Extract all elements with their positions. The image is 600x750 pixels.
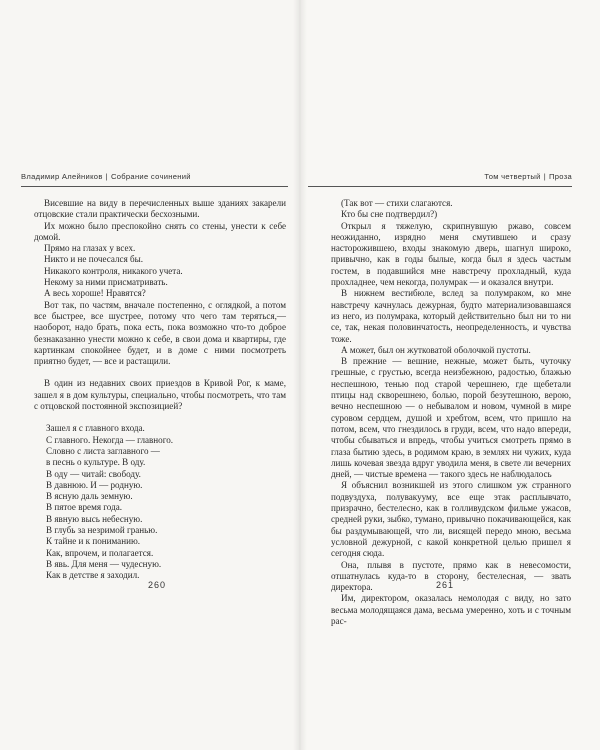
- verse-line: В глубь за незримой гранью.: [46, 525, 158, 536]
- paragraph: В прежние — вешние, нежные, может быть, чуточку грешные, с грустью, всегда неизбежною, радостью, блажью неспешною, тенью под старой черешнею, где щебетали птицы над скворешнею, болью, порой безутешною, верою, вечно неспешною — о небывалом и новом, чумной в мире суровом сердцем, душой и хребтом, всем, что пришло на потом, всем, что гнездилось в груди, всем, что надо впереди, чтобы сбываться и впредь, чтобы учиться смотреть прямо в глаза бытию здесь, в родимом краю, в землях ни чужих, куда лишь кочевая звезда вдруг уводила меня, в свете ли вечерних дней, — чистые времена — такого здесь не наблюдалось: [331, 356, 571, 480]
- verse-line: В ясную даль земную.: [46, 491, 133, 502]
- header-author: Владимир Алейников: [21, 172, 103, 181]
- right-running-header: [308, 172, 572, 187]
- verse-line: Словно с листа заглавного —: [46, 445, 160, 456]
- verse-line: К тайне и к пониманию.: [46, 536, 141, 547]
- spacer: [34, 412, 286, 423]
- header-separator: |: [105, 172, 108, 181]
- right-page-body: [331, 198, 571, 627]
- paragraph: В один из недавних своих приездов в Кривой Рог, к маме, зашел я в дом культуры, специально, чтобы посмотреть, что там с отцовской постоянной экспозицией?: [34, 378, 286, 412]
- verse-line: Зашел я с главного входа.: [46, 423, 145, 434]
- paragraph: Висевшие на виду в перечисленных выше зданиях закарели отцовские стали практически бесхозными.: [34, 198, 286, 220]
- header-title: Собрание сочинений: [110, 172, 191, 181]
- header-section: Проза: [548, 172, 572, 181]
- verse-line: Как, впрочем, и полагается.: [46, 547, 154, 558]
- paragraph: Вот так, по частям, вначале постепенно, с оглядкой, а потом все быстрее, все шустрее, потому что чего там теряться,—наоборот, надо брать, пока есть, пока возможно что-то доброе безнаказанно унести можно к себе, в свои дома и квартиры, где картинкам спокойнее будет, и в доме с ними посмотреть приятно будет, — все и растащили.: [34, 299, 286, 367]
- page-number-right: 261: [435, 580, 455, 590]
- spacer: [34, 367, 286, 378]
- page-number-left: 260: [147, 580, 167, 590]
- paragraph: Никто и не почесался бы.: [44, 254, 144, 265]
- quote-line: (Так вот — стихи слагаются.: [341, 198, 453, 208]
- verse-block: [34, 423, 286, 581]
- paragraph: Открыл я тяжелую, скрипнувшую ржаво, совсем неожиданно, изрядно меня смутившею и сразу насторожившею, входы знакомую дверь, шагнул широко, привычно, как в годы былые, когда был я здесь частым гостем, в подавшийся мне навстречу прохладный, куда прохладнее, чем некогда, полумрак — и оказался внутри.: [331, 220, 571, 288]
- quote-line: Кто бы сне подтвердил?): [341, 209, 438, 220]
- paragraph: Я объяснил возникшей из этого слишком уж странного подвуздуха, полувакууму, все еще этак расплывчато, призрачно, бестелесно, как в голливудском фильме ужасов, средней руки, зыбко, тумано, привычно покачивающейся, как бы раздумывающей, что ли, висящей передо мною, весьма условной дежурной, с какой конкретной целью пришел я сегодня сюда.: [331, 480, 571, 559]
- paragraph: Некому за ними присматривать.: [44, 277, 168, 288]
- verse-line: В пятое время года.: [46, 502, 123, 513]
- left-running-header: [21, 172, 288, 187]
- paragraph: Прямо на глазах у всех.: [44, 243, 136, 254]
- quote-block: [331, 198, 571, 221]
- left-page-body: [34, 198, 286, 582]
- paragraph: Их можно было преспокойно снять со стены, унести к себе домой.: [34, 220, 286, 242]
- header-separator: |: [543, 172, 546, 181]
- right-page: [300, 0, 600, 750]
- header-volume: Том четвертый: [484, 172, 541, 181]
- book-gutter: [293, 0, 307, 750]
- verse-line: Как в детстве я заходил.: [46, 570, 140, 581]
- verse-line: С главного. Некогда — главного.: [46, 434, 174, 445]
- verse-line: в песнь о культуре. В оду.: [46, 457, 146, 468]
- verse-line: В давнюю. И — родную.: [46, 479, 143, 490]
- paragraph: А весь хороше! Нравятся?: [44, 288, 146, 299]
- paragraph: А может, был он жутковатой оболочкой пустоты.: [341, 344, 531, 355]
- verse-line: В оду — читай: свободу.: [46, 468, 141, 479]
- paragraph: Им, директором, оказалась немолодая с виду, но зато весьма молодящаяся дама, весьма умеренно, хоть и с точным рас-: [331, 593, 571, 626]
- paragraph: В нижнем вестибюле, вслед за полумраком, ко мне навстречу качнулась дежурная, будто материализовавшаяся из него, из полумрака, который действительно был ни то ни се, так, некая половинчатость, неопределенность, и чувства тоже.: [331, 288, 571, 344]
- paragraph: Она, плывя в пустоте, прямо как в невесомости, отшатнулась куда-то в сторону, бестелесная, — звать директора.: [331, 559, 571, 593]
- verse-line: В явную высь небесную.: [46, 513, 143, 524]
- paragraph: Никакого контроля, никакого учета.: [44, 265, 183, 276]
- verse-line: В явь. Для меня — чудесную.: [46, 558, 162, 569]
